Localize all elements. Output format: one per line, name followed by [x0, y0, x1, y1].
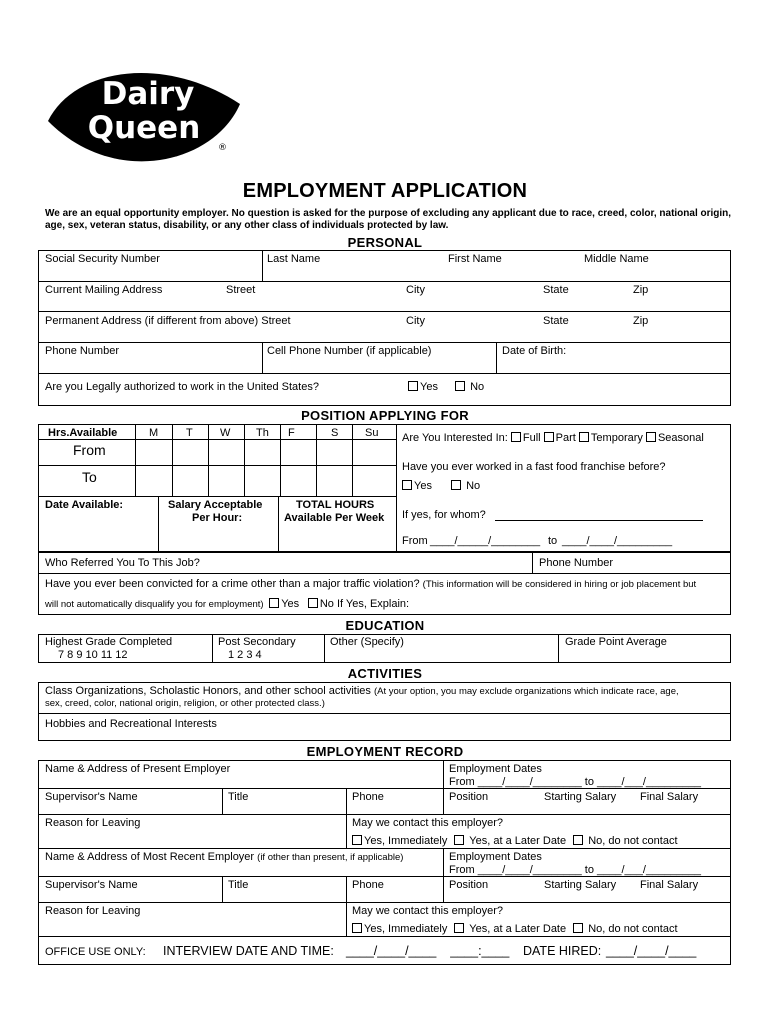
convicted-no-checkbox[interactable] — [308, 598, 318, 608]
dairy-queen-logo — [44, 46, 244, 196]
phone-field[interactable]: Phone Number — [45, 345, 119, 357]
recent-supervisor-field[interactable]: Supervisor's Name — [45, 879, 138, 891]
present-contact-question: May we contact this employer? — [352, 817, 504, 829]
recent-position-field[interactable]: Position — [449, 879, 489, 891]
interview-date-field[interactable]: ____/____/____ ____:____ — [346, 944, 510, 958]
fast-food-question: Have you ever worked in a fast food franchise before? — [402, 461, 666, 473]
salary-label-2[interactable]: Per Hour: — [192, 512, 243, 524]
checkbox-icon[interactable] — [408, 381, 418, 391]
recent-phone-field[interactable]: Phone — [352, 879, 384, 891]
recent-title-field[interactable]: Title — [228, 879, 249, 891]
temporary-checkbox[interactable] — [579, 432, 589, 442]
recent-dates-field[interactable]: From ____/____/________ to ____/___/_________ — [449, 864, 702, 876]
current-address-field[interactable]: Current Mailing Address — [45, 284, 163, 296]
recent-final-salary-field[interactable]: Final Salary — [640, 879, 699, 891]
total-hours-label-2[interactable]: Available Per Week — [284, 512, 385, 524]
recent-contact-options: Yes, Immediately Yes, at a Later Date No, do not contact — [352, 923, 678, 935]
logo-line2: Queen — [87, 110, 201, 146]
checkbox-icon[interactable] — [455, 381, 465, 391]
referral-phone-field[interactable]: Phone Number — [539, 557, 613, 569]
present-supervisor-field[interactable]: Supervisor's Name — [45, 791, 138, 803]
present-dates-label: Employment Dates — [449, 763, 542, 775]
day-w: W — [220, 427, 231, 439]
fast-food-no[interactable]: No — [451, 480, 480, 492]
middle-name-field[interactable]: Middle Name — [584, 253, 649, 265]
permanent-city-label: City — [406, 315, 425, 327]
total-hours-label-1: TOTAL HOURS — [296, 499, 375, 511]
ssn-field[interactable]: Social Security Number — [45, 253, 160, 265]
cell-phone-field[interactable]: Cell Phone Number (if applicable) — [267, 345, 432, 357]
hobbies-field[interactable]: Hobbies and Recreational Interests — [45, 718, 217, 730]
section-employment: EMPLOYMENT RECORD — [306, 744, 464, 759]
present-employer-field[interactable]: Name & Address of Present Employer — [45, 763, 231, 775]
present-title-field[interactable]: Title — [228, 791, 249, 803]
contact-immediately-checkbox[interactable] — [352, 923, 362, 933]
to-row-label: To — [82, 469, 97, 485]
permanent-address-field[interactable]: Permanent Address (if different from above) Street — [45, 315, 291, 327]
date-hired-field[interactable]: ____/____/____ — [606, 944, 697, 958]
salary-label-1: Salary Acceptable — [168, 499, 263, 511]
permanent-state-label: State — [543, 315, 569, 327]
present-position-field[interactable]: Position — [449, 791, 489, 803]
day-su: Su — [365, 427, 379, 439]
for-whom-label: If yes, for whom? — [402, 509, 486, 521]
post-secondary-label: Post Secondary — [218, 636, 296, 648]
recent-employer-field[interactable]: Name & Address of Most Recent Employer (if other than present, if applicable) — [45, 851, 404, 863]
convicted-row-2: will not automatically disqualify you for employment) Yes No If Yes, Explain: — [45, 598, 410, 610]
authorized-yes[interactable]: Yes — [408, 381, 438, 393]
dob-field[interactable]: Date of Birth: — [502, 345, 567, 357]
franchise-to-date[interactable]: ____/____/_________ — [562, 535, 673, 547]
present-starting-salary-field[interactable]: Starting Salary — [544, 791, 617, 803]
part-checkbox[interactable] — [544, 432, 554, 442]
recent-reason-field[interactable]: Reason for Leaving — [45, 905, 141, 917]
zip-label: Zip — [633, 284, 649, 296]
franchise-from-date[interactable]: ____/_____/________ — [430, 535, 541, 547]
class-organizations-note: sex, creed, color, national origin, religion, or other protected class.) — [45, 698, 325, 709]
contact-later-checkbox[interactable] — [454, 835, 464, 845]
full-checkbox[interactable] — [511, 432, 521, 442]
day-th: Th — [256, 427, 269, 439]
present-dates-field[interactable]: From ____/____/________ to ____/___/_________ — [449, 776, 702, 788]
franchise-to-label: to — [548, 535, 558, 547]
date-hired-label: DATE HIRED: — [523, 944, 602, 958]
logo-line1: Dairy — [101, 76, 195, 112]
registered-mark: ® — [218, 143, 227, 153]
convicted-yes-checkbox[interactable] — [269, 598, 279, 608]
eeo-notice: We are an equal opportunity employer. No question is asked for the purpose of excluding any applicant due to race, creed, color, national origin, age, sex, veteran status, disability, or any other class of individuals protected by law. — [45, 208, 732, 231]
city-label: City — [406, 284, 425, 296]
checkbox-icon[interactable] — [451, 480, 461, 490]
section-position: POSITION APPLYING FOR — [301, 408, 469, 423]
section-personal: PERSONAL — [347, 235, 423, 250]
highest-grade-label: Highest Grade Completed — [45, 636, 173, 648]
checkbox-icon[interactable] — [402, 480, 412, 490]
recent-starting-salary-field[interactable]: Starting Salary — [544, 879, 617, 891]
post-secondary-options[interactable]: 1 2 3 4 — [228, 649, 262, 661]
hrs-available-label: Hrs.Available — [48, 427, 118, 439]
recent-contact-question: May we contact this employer? — [352, 905, 504, 917]
contact-no-checkbox[interactable] — [573, 923, 583, 933]
office-use-label: OFFICE USE ONLY: — [45, 946, 146, 958]
day-s: S — [331, 427, 339, 439]
present-final-salary-field[interactable]: Final Salary — [640, 791, 699, 803]
date-available-field[interactable]: Date Available: — [45, 499, 124, 511]
convicted-question: Have you ever been convicted for a crime other than a major traffic violation? (This information will be considered in hiring or job placement but — [45, 578, 697, 590]
interested-row: Are You Interested In: Full Part Temporary Seasonal — [402, 432, 704, 444]
page-title: EMPLOYMENT APPLICATION — [242, 180, 528, 202]
for-whom-line[interactable] — [495, 520, 703, 521]
referred-field[interactable]: Who Referred You To This Job? — [45, 557, 200, 569]
day-m: M — [149, 427, 159, 439]
street-label: Street — [226, 284, 256, 296]
contact-no-checkbox[interactable] — [573, 835, 583, 845]
seasonal-checkbox[interactable] — [646, 432, 656, 442]
authorized-question: Are you Legally authorized to work in the United States? — [45, 381, 319, 393]
day-f: F — [288, 427, 295, 439]
authorized-no[interactable]: No — [455, 381, 484, 393]
interview-date-label: INTERVIEW DATE AND TIME: — [163, 944, 334, 958]
last-name-field[interactable]: Last Name — [267, 253, 321, 265]
first-name-field[interactable]: First Name — [448, 253, 502, 265]
franchise-from-label: From — [402, 535, 428, 547]
section-activities: ACTIVITIES — [347, 666, 423, 681]
present-phone-field[interactable]: Phone — [352, 791, 384, 803]
class-organizations-field[interactable]: Class Organizations, Scholastic Honors, and other school activities (At your option, you may exclude organizations which indicate race, age, — [45, 685, 679, 697]
section-education: EDUCATION — [345, 618, 425, 633]
permanent-zip-label: Zip — [633, 315, 649, 327]
present-contact-options: Yes, Immediately Yes, at a Later Date No, do not contact — [352, 835, 678, 847]
contact-later-checkbox[interactable] — [454, 923, 464, 933]
day-t: T — [186, 427, 193, 439]
grade-options[interactable]: 7 8 9 10 11 12 — [58, 649, 128, 661]
state-label: State — [543, 284, 569, 296]
recent-dates-label: Employment Dates — [449, 851, 542, 863]
present-reason-field[interactable]: Reason for Leaving — [45, 817, 141, 829]
contact-immediately-checkbox[interactable] — [352, 835, 362, 845]
other-education-field[interactable]: Other (Specify) — [330, 636, 404, 648]
fast-food-yes[interactable]: Yes — [402, 480, 432, 492]
gpa-field[interactable]: Grade Point Average — [565, 636, 667, 648]
from-row-label: From — [73, 442, 106, 458]
